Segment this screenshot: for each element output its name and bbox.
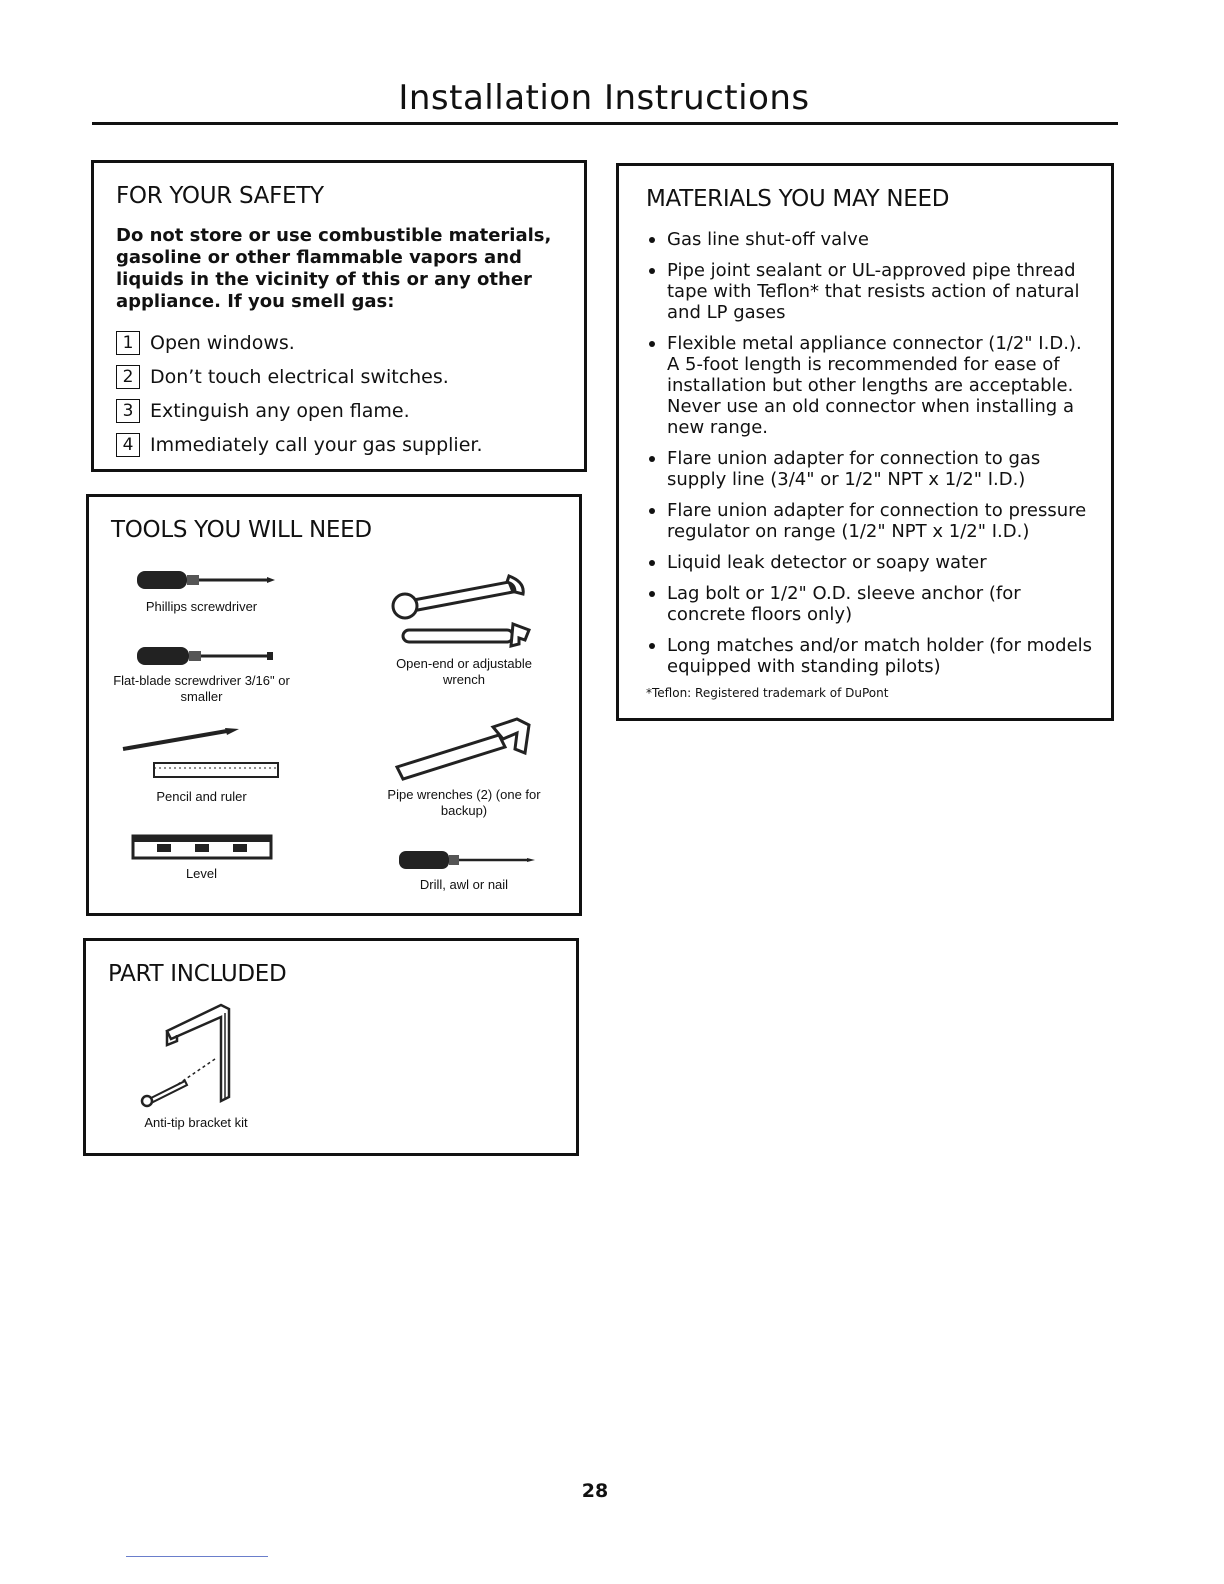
title-rule: [92, 122, 1118, 125]
step-text: Don’t touch electrical switches.: [150, 366, 449, 388]
safety-heading: FOR YOUR SAFETY: [116, 183, 324, 209]
tool-label: Open-end or adjustable wrench: [396, 656, 532, 687]
pipe-wrench-icon: [389, 713, 539, 783]
list-item: Flare union adapter for connection to gas supply line (3/4" or 1/2" NPT x 1/2" I.D.): [646, 448, 1096, 490]
tool-label: Pencil and ruler: [156, 789, 247, 804]
list-item: Lag bolt or 1/2" O.D. sleeve anchor (for concrete floors only): [646, 583, 1096, 625]
safety-steps: [116, 326, 483, 462]
tools-heading: TOOLS YOU WILL NEED: [111, 517, 372, 543]
level-icon: [127, 832, 277, 862]
safety-warning: Do not store or use combustible materials, gasoline or other flammable vapors and liquids in the vicinity of this or any other appliance. If you smell gas:: [116, 225, 552, 312]
tool-label: Phillips screwdriver: [145, 599, 258, 614]
step-number: 3: [116, 399, 140, 423]
tool-item: [119, 565, 284, 615]
list-item: Flare union adapter for connection to pressure regulator on range (1/2" NPT x 1/2" I.D.): [646, 500, 1096, 542]
part-box: [83, 938, 579, 1156]
page-title: Installation Instructions: [398, 78, 810, 118]
tool-label: Flat-blade screwdriver 3/16" or smaller: [113, 673, 290, 704]
list-item: Pipe joint sealant or UL-approved pipe thread tape with Teflon* that resists action of natural and LP gases: [646, 260, 1096, 323]
tools-box: [86, 494, 582, 916]
step-number: 1: [116, 331, 140, 355]
materials-box: [616, 163, 1114, 721]
tool-label: Pipe wrenches (2) (one for backup): [387, 787, 541, 818]
tool-item: [119, 725, 284, 805]
tool-item: [119, 832, 284, 882]
safety-step: [116, 428, 483, 462]
list-item: Flexible metal appliance connector (1/2" I.D.). A 5-foot length is recommended for ease of installation but other lengths are acceptable. Never use an old connector when installing a new range.: [646, 333, 1096, 438]
pencil-ruler-icon: [119, 725, 284, 785]
drill-icon: [389, 847, 539, 873]
step-number: 4: [116, 433, 140, 457]
tool-label: Level: [185, 866, 218, 881]
wrench-icon: [389, 572, 539, 652]
list-item: Long matches and/or match holder (for models equipped with standing pilots): [646, 635, 1096, 677]
tool-label: Drill, awl or nail: [419, 877, 509, 892]
tool-item: [384, 847, 544, 893]
safety-step: [116, 394, 483, 428]
tool-item: [109, 643, 294, 705]
materials-list: [646, 229, 1096, 687]
step-text: Extinguish any open flame.: [150, 400, 410, 422]
list-item: Liquid leak detector or soapy water: [646, 552, 1096, 573]
phillips-screwdriver-icon: [127, 565, 277, 595]
step-text: Open windows.: [150, 332, 295, 354]
part-heading: PART INCLUDED: [108, 961, 287, 987]
tool-item: [384, 713, 544, 819]
teflon-footnote: *Teflon: Registered trademark of DuPont: [646, 686, 889, 700]
part-label: Anti-tip bracket kit: [144, 1115, 248, 1130]
list-item: Gas line shut-off valve: [646, 229, 1096, 250]
anti-tip-bracket-icon: [131, 1001, 261, 1111]
page-number: 28: [581, 1480, 609, 1502]
safety-box: [91, 160, 587, 472]
safety-step: [116, 326, 483, 360]
flat-screwdriver-icon: [127, 643, 277, 669]
step-number: 2: [116, 365, 140, 389]
tool-item: [384, 572, 544, 688]
part-item: [116, 1001, 276, 1131]
materials-heading: MATERIALS YOU MAY NEED: [646, 186, 950, 212]
bottom-divider: [126, 1556, 268, 1557]
safety-step: [116, 360, 483, 394]
step-text: Immediately call your gas supplier.: [150, 434, 483, 456]
